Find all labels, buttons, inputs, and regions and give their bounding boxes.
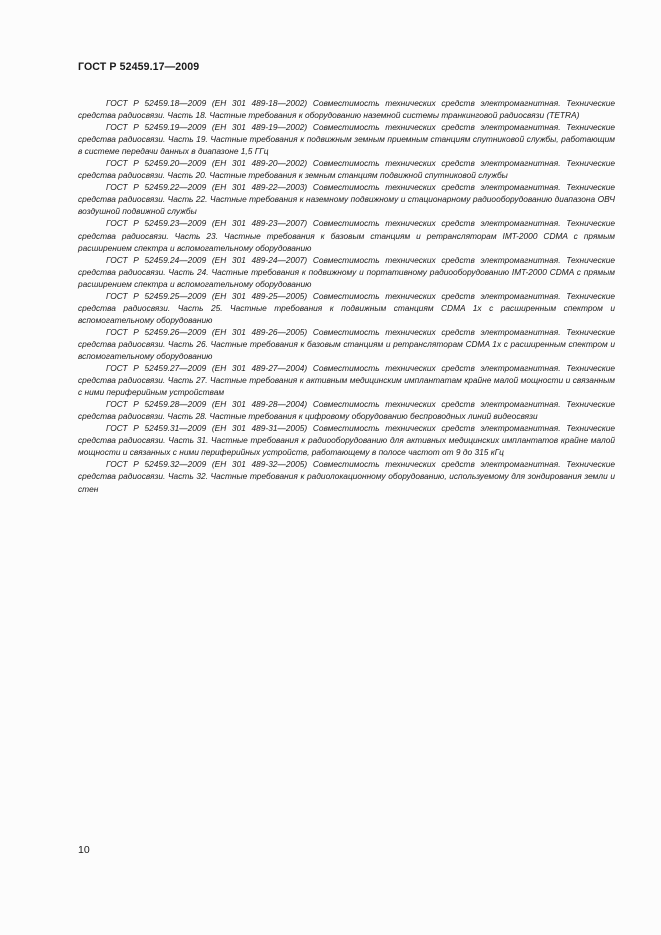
reference-item: ГОСТ Р 52459.23—2009 (ЕН 301 489-23—2007) Совместимость технических средств электромагнитная. Технические средства радиосвязи. Часть 23. Частные требования к базовым станциям и ретрансляторам IMT-2000 CDMA с прямым расширением спектра и вспомогательному оборудованию bbox=[78, 218, 615, 253]
reference-list bbox=[78, 97, 615, 495]
reference-item: ГОСТ Р 52459.28—2009 (ЕН 301 489-28—2004) Совместимость технических средств электромагнитная. Технические средства радиосвязи. Часть 28. Частные требования к цифровому оборудованию беспроводных линий видеосвязи bbox=[78, 399, 615, 422]
reference-item: ГОСТ Р 52459.27—2009 (ЕН 301 489-27—2004) Совместимость технических средств электромагнитная. Технические средства радиосвязи. Часть 27. Частные требования к активным медицинским имплантатам крайне малой мощности и связанным с ними периферийным устройствам bbox=[78, 363, 615, 398]
reference-item: ГОСТ Р 52459.20—2009 (ЕН 301 489-20—2002) Совместимость технических средств электромагнитная. Технические средства радиосвязи. Часть 20. Частные требования к земным станциям подвижной спутниковой службы bbox=[78, 158, 615, 181]
reference-item: ГОСТ Р 52459.24—2009 (ЕН 301 489-24—2007) Совместимость технических средств электромагнитная. Технические средства радиосвязи. Часть 24. Частные требования к подвижному и портативному радиооборудованию IMT-2000 CDMA с прямым расширением спектра и вспомогательному оборудованию bbox=[78, 254, 615, 289]
reference-item: ГОСТ Р 52459.31—2009 (ЕН 301 489-31—2005) Совместимость технических средств электромагнитная. Технические средства радиосвязи. Часть 31. Частные требования к радиооборудованию для активных медицинских имплантатов крайне малой мощности и связанных с ними периферийных устройств, работающему в полосе частот от 9 до 315 кГц bbox=[78, 423, 615, 458]
reference-item: ГОСТ Р 52459.32—2009 (ЕН 301 489-32—2005) Совместимость технических средств электромагнитная. Технические средства радиосвязи. Часть 32. Частные требования к радиолокационному оборудованию, используемому для зондирования земли и стен bbox=[78, 459, 615, 494]
reference-item: ГОСТ Р 52459.26—2009 (ЕН 301 489-26—2005) Совместимость технических средств электромагнитная. Технические средства радиосвязи. Часть 26. Частные требования к базовым станциям и ретрансляторам CDMA 1x с расширенным спектром и вспомогательному оборудованию bbox=[78, 326, 615, 361]
reference-item: ГОСТ Р 52459.18—2009 (ЕН 301 489-18—2002) Совместимость технических средств электромагнитная. Технические средства радиосвязи. Часть 18. Частные требования к оборудованию наземной системы транкинговой радиосвязи (TETRA) bbox=[78, 98, 615, 121]
reference-item: ГОСТ Р 52459.19—2009 (ЕН 301 489-19—2002) Совместимость технических средств электромагнитная. Технические средства радиосвязи. Часть 19. Частные требования к подвижным земным приемным станциям спутниковой службы, работающим в системе передачи данных в диапазоне 1,5 ГГц bbox=[78, 122, 615, 157]
page-number: 10 bbox=[78, 844, 90, 856]
reference-item: ГОСТ Р 52459.22—2009 (ЕН 301 489-22—2003) Совместимость технических средств электромагнитная. Технические средства радиосвязи. Часть 22. Частные требования к наземному подвижному и стационарному радиооборудованию диапазона ОВЧ воздушной подвижной службы bbox=[78, 182, 615, 217]
document-header: ГОСТ Р 52459.17—2009 bbox=[78, 61, 200, 73]
reference-item: ГОСТ Р 52459.25—2009 (ЕН 301 489-25—2005) Совместимость технических средств электромагнитная. Технические средства радиосвязи. Часть 25. Частные требования к подвижным станциям CDMA 1x с расширенным спектром и вспомогательному оборудованию bbox=[78, 290, 615, 325]
